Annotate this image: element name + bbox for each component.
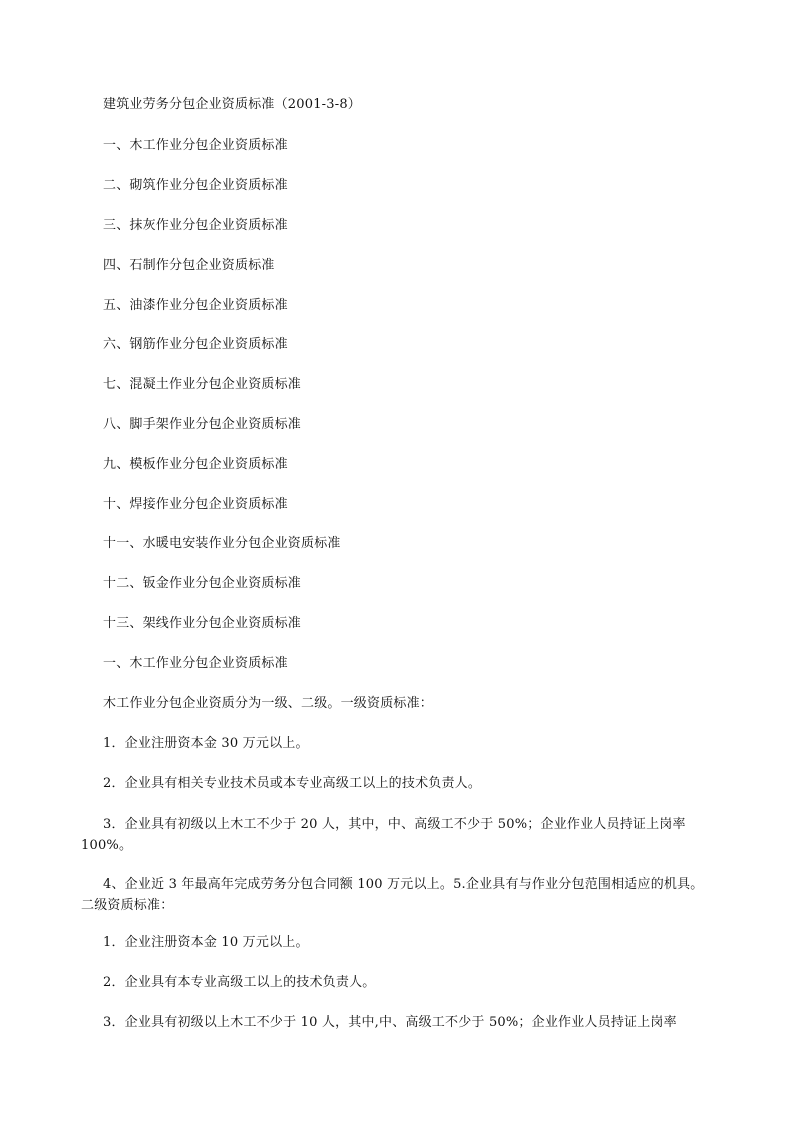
level1-requirement-4-line1: 4、企业近 3 年最高年完成劳务分包合同额 100 万元以上。5.企业具有与作业分包范围相适应的机具。 xyxy=(103,877,704,892)
toc-item: 八、脚手架作业分包企业资质标准 xyxy=(103,417,302,432)
level2-requirement: 1．企业注册资本金 10 万元以上。 xyxy=(103,935,309,950)
document-title: 建筑业劳务分包企业资质标准（2001-3-8） xyxy=(103,97,362,112)
toc-item: 七、混凝土作业分包企业资质标准 xyxy=(103,377,302,392)
toc-item: 十、焊接作业分包企业资质标准 xyxy=(103,497,288,512)
level1-requirement-3 xyxy=(81,814,743,856)
toc-item: 十二、钣金作业分包企业资质标准 xyxy=(103,576,302,591)
level2-requirement: 2．企业具有本专业高级工以上的技术负责人。 xyxy=(103,975,376,990)
toc-item: 六、钢筋作业分包企业资质标准 xyxy=(103,337,288,352)
toc-item: 二、砌筑作业分包企业资质标准 xyxy=(103,178,288,193)
toc-item: 十一、水暖电安装作业分包企业资质标准 xyxy=(103,536,341,551)
level1-requirement-4 xyxy=(81,874,743,916)
level1-requirement: 2．企业具有相关专业技术员或本专业高级工以上的技术负责人。 xyxy=(103,776,482,791)
toc-item: 四、石制作分包企业资质标准 xyxy=(103,258,275,273)
toc-item: 九、模板作业分包企业资质标准 xyxy=(103,457,288,472)
level2-heading: 二级资质标准： xyxy=(81,898,174,913)
toc-item: 三、抹灰作业分包企业资质标准 xyxy=(103,218,288,233)
toc-item: 一、木工作业分包企业资质标准 xyxy=(103,138,288,153)
level2-requirement: 3．企业具有初级以上木工不少于 10 人，其中,中、高级工不少于 50%；企业作业人员持证上岗率 xyxy=(103,1015,677,1030)
toc-item: 五、油漆作业分包企业资质标准 xyxy=(103,298,288,313)
level1-requirement-3-line1: 3．企业具有初级以上木工不少于 20 人，其中，中、高级工不少于 50%；企业作业人员持证上岗率 xyxy=(103,817,686,832)
section-intro: 木工作业分包企业资质分为一级、二级。一级资质标准： xyxy=(103,696,434,711)
toc-item: 十三、架线作业分包企业资质标准 xyxy=(103,616,302,631)
level1-requirement: 1．企业注册资本金 30 万元以上。 xyxy=(103,736,309,751)
level1-requirement-3-line2: 100%。 xyxy=(81,838,133,853)
section-heading: 一、木工作业分包企业资质标准 xyxy=(103,656,288,671)
